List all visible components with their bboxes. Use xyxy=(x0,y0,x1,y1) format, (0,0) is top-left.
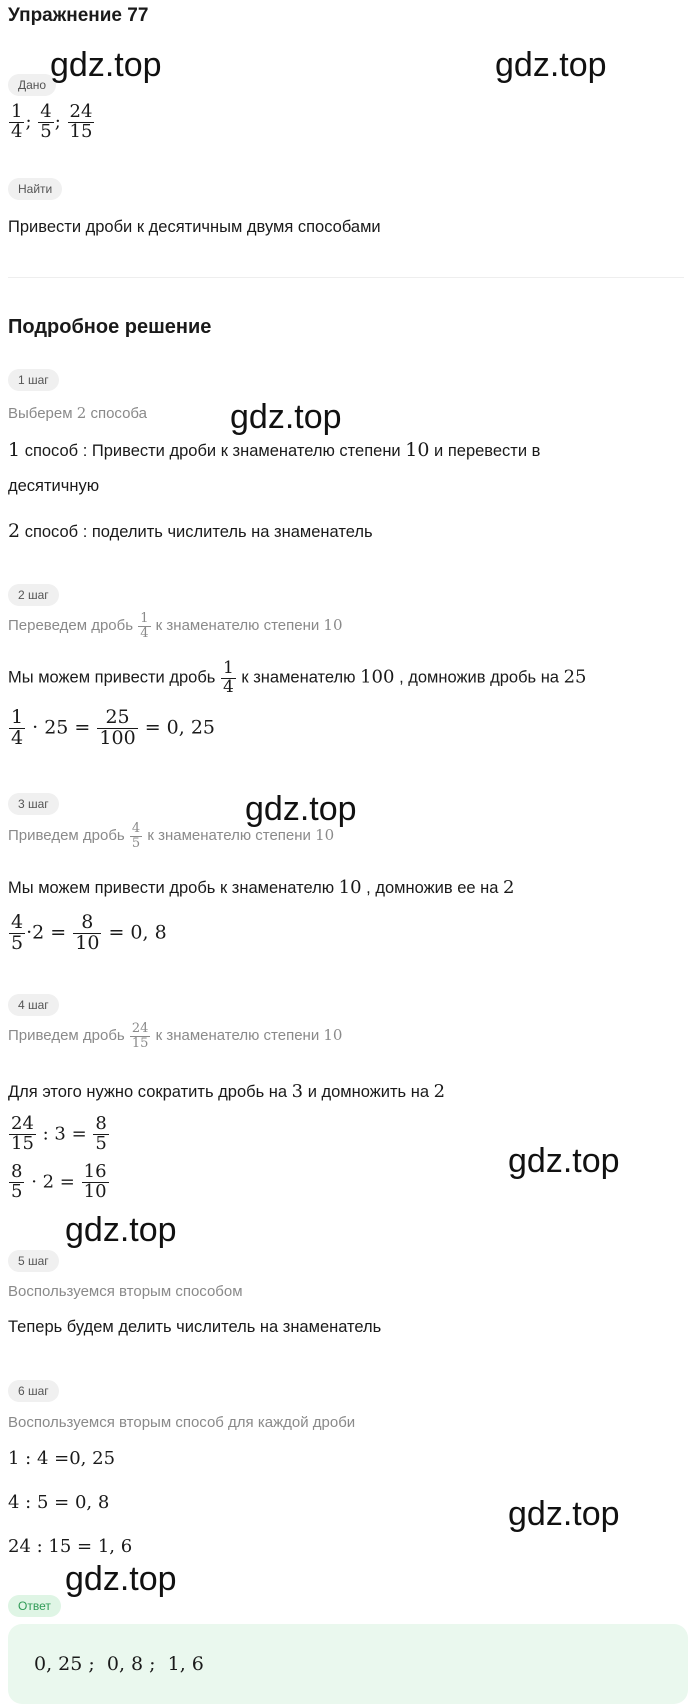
page-title: Упражнение 77 xyxy=(8,5,149,26)
find-text: Привести дроби к десятичным двумя способами xyxy=(8,218,381,236)
inline-fraction: $\frac{4}{5}$ xyxy=(131,821,141,851)
step-4-equation-1: $\frac{24}{15}$ : 3 = $\frac{8}{5}$ xyxy=(11,1113,107,1154)
step-6-chip: 6 шаг xyxy=(8,1380,59,1402)
step-2-text: Мы можем привести дробь $\frac{1}{4}$ к знаменателю 100 , домножив дробь на 25 xyxy=(8,658,587,697)
step-5-chip: 5 шаг xyxy=(8,1250,59,1272)
step-6-caption: Воспользуемся вторым способ для каждой дроби xyxy=(8,1414,356,1431)
watermark: gdz.top xyxy=(50,46,162,84)
inline-fraction: $\frac{1}{4}$ xyxy=(140,611,149,641)
step-6-line: 24 : 15 = 1, 6 xyxy=(8,1536,133,1557)
step-3-text: Мы можем привести дробь к знаменателю 10 , домножив ее на 2 xyxy=(8,877,515,898)
watermark: gdz.top xyxy=(508,1142,620,1180)
watermark: gdz.top xyxy=(230,398,342,436)
step-1-line-2: 2 способ : поделить числитель на знаменатель xyxy=(8,520,373,542)
step-4-equation-2: $\frac{8}{5}$ · 2 = $\frac{16}{10}$ xyxy=(11,1161,107,1202)
fraction: $\frac{25}{100}$ xyxy=(99,706,136,749)
watermark: gdz.top xyxy=(65,1211,177,1249)
step-3-equation: $\frac{4}{5}$ ·2 = $\frac{8}{10}$ = 0, 8 xyxy=(11,911,167,954)
answer-text: 0, 25 ; 0, 8 ; 1, 6 xyxy=(34,1653,204,1675)
answer-chip: Ответ xyxy=(8,1595,61,1617)
watermark: gdz.top xyxy=(65,1560,177,1598)
given-fraction: $\frac{1}{4}$ xyxy=(11,101,23,142)
step-5-caption: Воспользуемся вторым способом xyxy=(8,1283,243,1300)
fraction: $\frac{24}{15}$ xyxy=(11,1113,34,1154)
step-5-text: Теперь будем делить числитель на знаменатель xyxy=(8,1318,382,1336)
given-fractions: $\frac{1}{4}$ ; $\frac{4}{5}$ ; $\frac{24}{15}$ xyxy=(11,101,93,142)
step-1-chip: 1 шаг xyxy=(8,369,59,391)
inline-fraction: $\frac{1}{4}$ xyxy=(222,658,234,697)
step-1-line-1: 1 способ : Привести дроби к знаменателю степени 10 и перевести в xyxy=(8,439,541,461)
watermark: gdz.top xyxy=(495,46,607,84)
step-1-line-1-cont: десятичную xyxy=(8,477,100,495)
find-chip: Найти xyxy=(8,178,62,200)
fraction: $\frac{8}{5}$ xyxy=(11,1161,23,1202)
step-6-line: 4 : 5 = 0, 8 xyxy=(8,1492,110,1513)
inline-fraction: $\frac{24}{15}$ xyxy=(131,1021,149,1051)
step-3-caption: Приведем дробь $\frac{4}{5}$ к знаменателю степени 10 xyxy=(8,821,335,851)
fraction: $\frac{8}{10}$ xyxy=(75,911,100,954)
step-2-equation: $\frac{1}{4}$ · 25 = $\frac{25}{100}$ = 0, 25 xyxy=(11,706,216,749)
fraction: $\frac{4}{5}$ xyxy=(11,911,24,954)
watermark: gdz.top xyxy=(508,1495,620,1533)
step-4-caption: Приведем дробь $\frac{24}{15}$ к знаменателю степени 10 xyxy=(8,1021,343,1051)
step-3-chip: 3 шаг xyxy=(8,793,59,815)
step-6-line: 1 : 4 =0, 25 xyxy=(8,1448,116,1469)
step-4-text: Для этого нужно сократить дробь на 3 и домножить на 2 xyxy=(8,1081,446,1102)
step-2-caption: Переведем дробь $\frac{1}{4}$ к знаменателю степени 10 xyxy=(8,611,343,641)
fraction: $\frac{8}{5}$ xyxy=(95,1113,107,1154)
fraction: $\frac{1}{4}$ xyxy=(11,706,24,749)
step-2-chip: 2 шаг xyxy=(8,584,59,606)
solution-heading: Подробное решение xyxy=(8,316,212,338)
given-fraction: $\frac{24}{15}$ xyxy=(69,101,93,142)
fraction: $\frac{16}{10}$ xyxy=(83,1161,107,1202)
given-fraction: $\frac{4}{5}$ xyxy=(40,101,52,142)
watermark: gdz.top xyxy=(245,790,357,828)
step-1-caption: Выберем 2 способа xyxy=(8,404,148,422)
divider xyxy=(8,277,684,278)
given-chip: Дано xyxy=(8,74,56,96)
step-4-chip: 4 шаг xyxy=(8,994,59,1016)
